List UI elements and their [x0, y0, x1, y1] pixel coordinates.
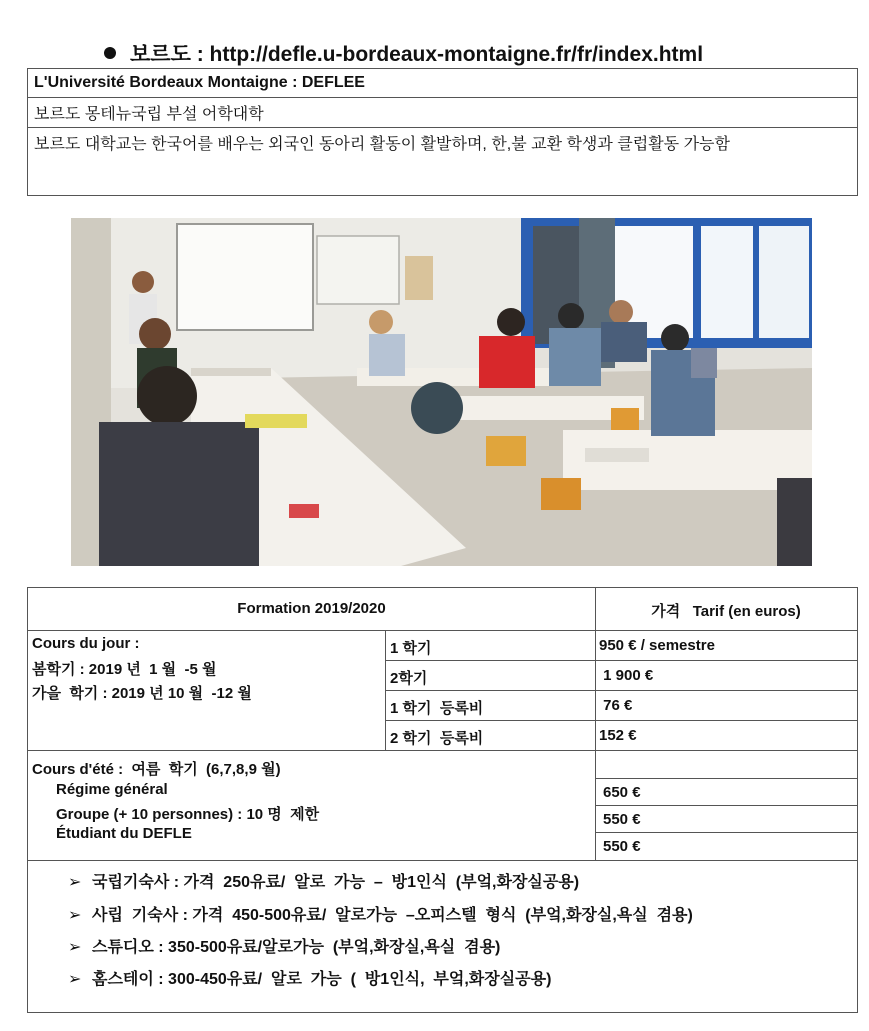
korean-name-row — [28, 98, 857, 128]
day-row-price: 152 € — [599, 727, 637, 744]
row-divider — [385, 660, 857, 661]
day-row-label: 1 학기 등록비 — [390, 700, 484, 717]
description-text: 보르도 대학교는 한국어를 배우는 외국인 동아리 활동이 활발하며, 한,불 교환 학생과 클럽활동 가능함 — [34, 136, 730, 153]
summer-row-label: Régime général — [56, 781, 168, 798]
header-prefix: 보르도 : — [130, 43, 210, 66]
summer-row-label: Groupe (+ 10 personnes) : 10 명 제한 — [56, 806, 320, 823]
summer-courses-title: Cours d'été : 여름 학기 (6,7,8,9 월) — [32, 761, 281, 778]
day-row-label: 2 학기 등록비 — [390, 730, 484, 747]
header-line — [104, 38, 703, 68]
autumn-semester: 가을 학기 : 2019 년 10 월 -12 월 — [32, 685, 252, 702]
arrow-bullet-icon: ➢ — [68, 971, 82, 988]
arrow-bullet-icon: ➢ — [68, 907, 82, 924]
day-row-label: 1 학기 — [390, 640, 432, 657]
day-row-price: 1 900 € — [599, 667, 654, 684]
row-divider — [28, 630, 857, 631]
day-row-label: 2학기 — [390, 670, 428, 687]
institution-row — [28, 69, 857, 98]
housing-text: 스튜디오 : 350-500유료/알로가능 (부엌,화장실,욕실 겸용) — [92, 939, 501, 956]
header-formation: Formation 2019/2020 — [237, 600, 386, 617]
info-box — [27, 68, 858, 196]
header-url[interactable]: http://defle.u-bordeaux-montaigne.fr/fr/index.html — [209, 43, 704, 66]
summer-row-price: 550 € — [603, 838, 641, 855]
row-divider — [595, 805, 857, 806]
row-divider — [28, 750, 857, 751]
arrow-bullet-icon: ➢ — [68, 874, 82, 891]
tuition-table — [27, 587, 858, 1013]
classroom-photo — [71, 218, 812, 566]
korean-name: 보르도 몽테뉴국립 부설 어학대학 — [34, 106, 264, 123]
summer-row-label: Étudiant du DEFLE — [56, 825, 192, 842]
header-price: 가격 Tarif (en euros) — [651, 603, 801, 620]
row-divider — [28, 860, 857, 861]
description-row — [28, 128, 857, 195]
summer-row-price: 550 € — [603, 811, 641, 828]
classroom-photo-icon — [71, 218, 812, 566]
housing-text: 홈스테이 : 300-450유료/ 알로 가능 ( 방1인식, 부엌,화장실공용) — [92, 971, 552, 988]
arrow-bullet-icon: ➢ — [68, 939, 82, 956]
housing-text: 국립기숙사 : 가격 250유료/ 알로 가능 – 방1인식 (부엌,화장실공용) — [92, 874, 580, 891]
bullet-icon — [104, 47, 116, 59]
row-divider — [385, 690, 857, 691]
list-item — [68, 934, 500, 957]
list-item — [68, 869, 579, 892]
spring-semester: 봄학기 : 2019 년 1 월 -5 월 — [32, 661, 217, 678]
day-courses-title: Cours du jour : — [32, 635, 140, 652]
housing-text: 사립 기숙사 : 가격 450-500유료/ 알로가능 –오피스텔 형식 (부엌,화장실,욕실 겸용) — [92, 907, 693, 924]
row-divider — [595, 778, 857, 779]
row-divider — [595, 832, 857, 833]
institution-name: L'Université Bordeaux Montaigne : DEFLEE — [34, 74, 365, 91]
list-item — [68, 902, 693, 925]
summer-row-price: 650 € — [603, 784, 641, 801]
day-row-price: 76 € — [599, 697, 633, 714]
row-divider — [385, 720, 857, 721]
list-item — [68, 966, 551, 989]
day-row-price: 950 € / semestre — [599, 637, 715, 654]
column-divider — [595, 588, 596, 860]
